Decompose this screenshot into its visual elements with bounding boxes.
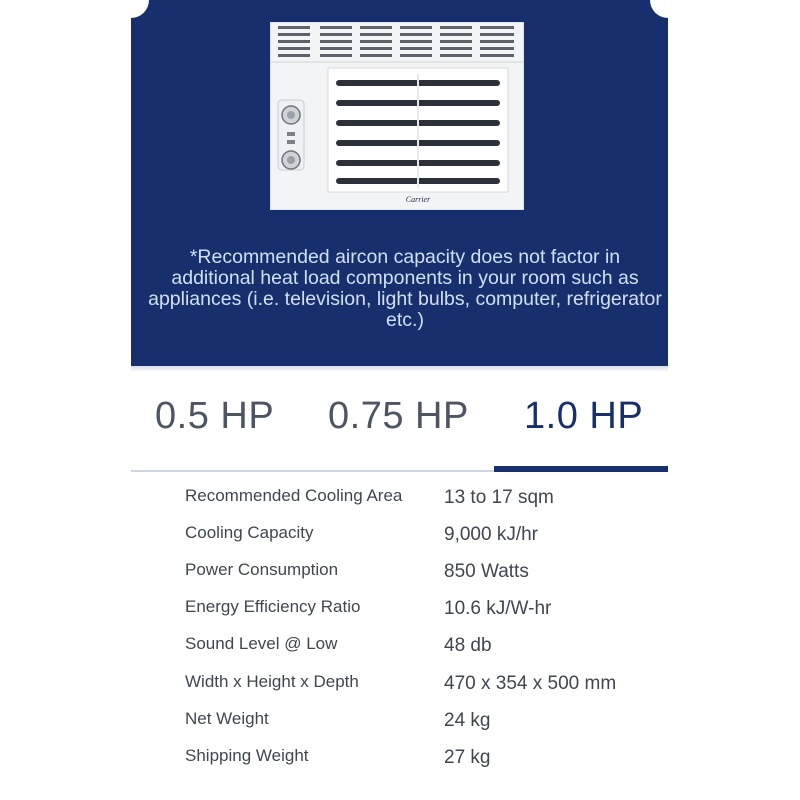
spec-label: Net Weight bbox=[185, 709, 269, 728]
spec-value: 48 db bbox=[444, 635, 492, 656]
spec-label: Recommended Cooling Area bbox=[185, 486, 403, 505]
spec-label: Shipping Weight bbox=[185, 746, 309, 765]
spec-value: 24 kg bbox=[444, 710, 491, 731]
spec-value: 850 Watts bbox=[444, 561, 529, 582]
tab-0-75-hp[interactable]: 0.75 HP bbox=[328, 395, 469, 437]
active-tab-indicator bbox=[494, 466, 668, 472]
hp-tabs bbox=[131, 380, 668, 474]
spec-label: Cooling Capacity bbox=[185, 523, 314, 542]
spec-value: 9,000 kJ/hr bbox=[444, 524, 538, 545]
air-conditioner-image bbox=[270, 22, 524, 210]
spec-row bbox=[185, 634, 685, 664]
spec-label: Sound Level @ Low bbox=[185, 634, 338, 653]
brand-logo: Carrier bbox=[405, 195, 431, 204]
tab-0-5-hp[interactable]: 0.5 HP bbox=[155, 395, 275, 437]
spec-value: 27 kg bbox=[444, 747, 491, 768]
banner-corner-right bbox=[650, 0, 668, 18]
spec-row bbox=[185, 746, 685, 776]
banner-shadow bbox=[131, 366, 668, 372]
spec-row bbox=[185, 523, 685, 553]
capacity-note-text: *Recommended aircon capacity does not factor in additional heat load components in your room such as appliances (i.e. television, light bulbs, computer, refrigerator etc.) bbox=[148, 246, 662, 331]
tab-1-0-hp[interactable]: 1.0 HP bbox=[524, 395, 644, 437]
spec-row bbox=[185, 672, 685, 702]
air-conditioner-illustration bbox=[270, 22, 524, 210]
spec-label: Power Consumption bbox=[185, 560, 339, 579]
spec-row bbox=[185, 709, 685, 739]
spec-value: 13 to 17 sqm bbox=[444, 487, 554, 508]
spec-value: 10.6 kJ/W-hr bbox=[444, 598, 552, 619]
product-banner bbox=[131, 0, 668, 366]
spec-label: Width x Height x Depth bbox=[185, 672, 359, 691]
spec-label: Energy Efficiency Ratio bbox=[185, 597, 361, 616]
spec-row bbox=[185, 560, 685, 590]
banner-corner-left bbox=[131, 0, 149, 18]
capacity-note bbox=[131, 247, 668, 331]
spec-row bbox=[185, 486, 685, 516]
spec-row bbox=[185, 597, 685, 627]
spec-value: 470 x 354 x 500 mm bbox=[444, 673, 617, 694]
